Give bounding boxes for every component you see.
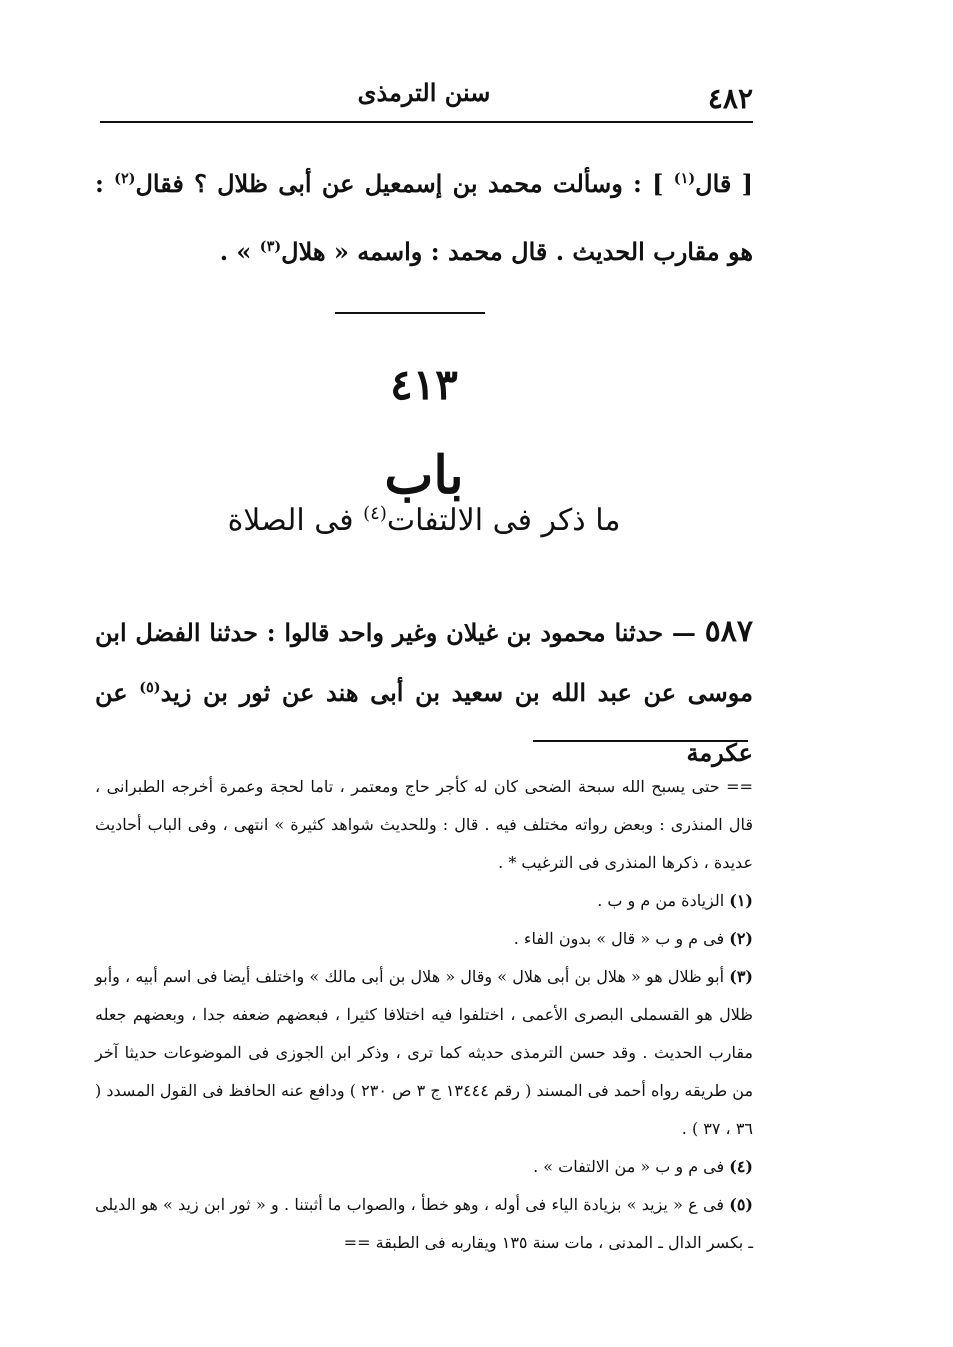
footnote-ref-4: (٤): [363, 503, 387, 524]
footnote-ref-1: (١): [673, 170, 696, 187]
hadith-dash: —: [663, 618, 705, 647]
footnote-mark: (٥): [729, 1195, 753, 1214]
chapter-bab-heading: باب: [384, 445, 464, 506]
footnote-text: فى م و ب « من الالتفات » .: [533, 1157, 730, 1176]
chapter-title-part2: فى الصلاة: [227, 503, 364, 538]
running-header: [95, 72, 753, 115]
book-title: سنن الترمذى: [357, 78, 491, 107]
intro-paragraph: [95, 150, 753, 286]
footnote-item: [95, 1148, 753, 1186]
hadith-paragraph: [95, 602, 753, 783]
footnote-item: [95, 958, 753, 1148]
footnote-mark: (٢): [729, 929, 753, 948]
hadith-number: ٥٨٧: [704, 614, 753, 649]
page-number: ٤٨٢: [707, 82, 753, 115]
footnote-text: أبو ظلال هو « هلال بن أبى هلال » وقال « هلال بن أبى مالك » واختلف أيضا فى اسم أبيه ، وأبو ظلال هو القسملى البصرى الأعمى ، اختلفوا فيه اختلافا كثيرا ، فبعضهم ضعفه جدا ، وبعضهم جعله مقارب الحديث . وقد حسن الترمذى حديثه كما ترى ، وذكر ابن الجوزى فى الموضوعات حديثا آخر من طريقه رواه أحمد فى المسند ( رقم ١٣٤٤٤ ج ٣ ص ٢٣٠ ) ودافع عنه الحافظ فى القول المسدد ( ٣٦ ، ٣٧ ) .: [95, 967, 754, 1138]
footnote-item: [95, 920, 753, 958]
intro-text-open: [ قال: [695, 169, 753, 198]
section-divider: [335, 312, 485, 314]
hadith-text-2: عن عكرمة: [95, 678, 753, 767]
chapter-title: [95, 503, 753, 538]
footnote-ref-3: (٣): [259, 238, 282, 255]
intro-text-3: » .: [219, 237, 260, 266]
intro-text-1: ] : وسألت محمد بن إسمعيل عن أبى ظلال ؟ فقال: [135, 169, 674, 198]
chapter-title-part1: ما ذكر فى الالتفات: [386, 503, 621, 538]
hadith-text-1: حدثنا محمود بن غيلان وغير واحد قالوا : حدثنا الفضل ابن موسى عن عبد الله بن سعيد بن أبى هند عن ثور بن زيد: [95, 618, 753, 707]
footnote-item: [95, 882, 753, 920]
footnote-ref-5: (٥): [139, 679, 161, 696]
footnote-item: [95, 1186, 753, 1262]
footnote-mark: (١): [729, 891, 753, 910]
footnote-text: الزيادة من م و ب .: [597, 891, 730, 910]
footnote-text: فى ع « يزيد » بزيادة الياء فى أوله ، وهو خطأ ، والصواب ما أثبتنا . و « ثور ابن زيد » هو الديلى ـ بكسر الدال ـ المدنى ، مات سنة ١٣٥ ويقاربه فى الطبقة ==: [95, 1195, 753, 1252]
chapter-number: ٤١٣: [390, 360, 458, 409]
footnote-mark: (٤): [729, 1157, 753, 1176]
footnote-text: فى م و ب « قال » بدون الفاء .: [513, 929, 730, 948]
footnote-rule: [533, 740, 748, 742]
footnote-continuation: == حتى يسبح الله سبحة الضحى كان له كأجر حاج ومعتمر ، تاما لحجة وعمرة أخرجه الطبرانى ، قال المنذرى : وبعض رواته مختلف فيه . قال : وللحديث شواهد كثيرة » انتهى ، وفى الباب أحاديث عديدة ، ذكرها المنذرى فى الترغيب * .: [95, 777, 753, 872]
intro-text-2: : هو مقارب الحديث . قال محمد : واسمه « هلال: [95, 169, 753, 266]
footnote-mark: (٣): [729, 967, 753, 986]
footnotes-section: [95, 768, 753, 1262]
header-rule: [100, 121, 753, 123]
footnote-ref-2: (٢): [114, 170, 136, 187]
